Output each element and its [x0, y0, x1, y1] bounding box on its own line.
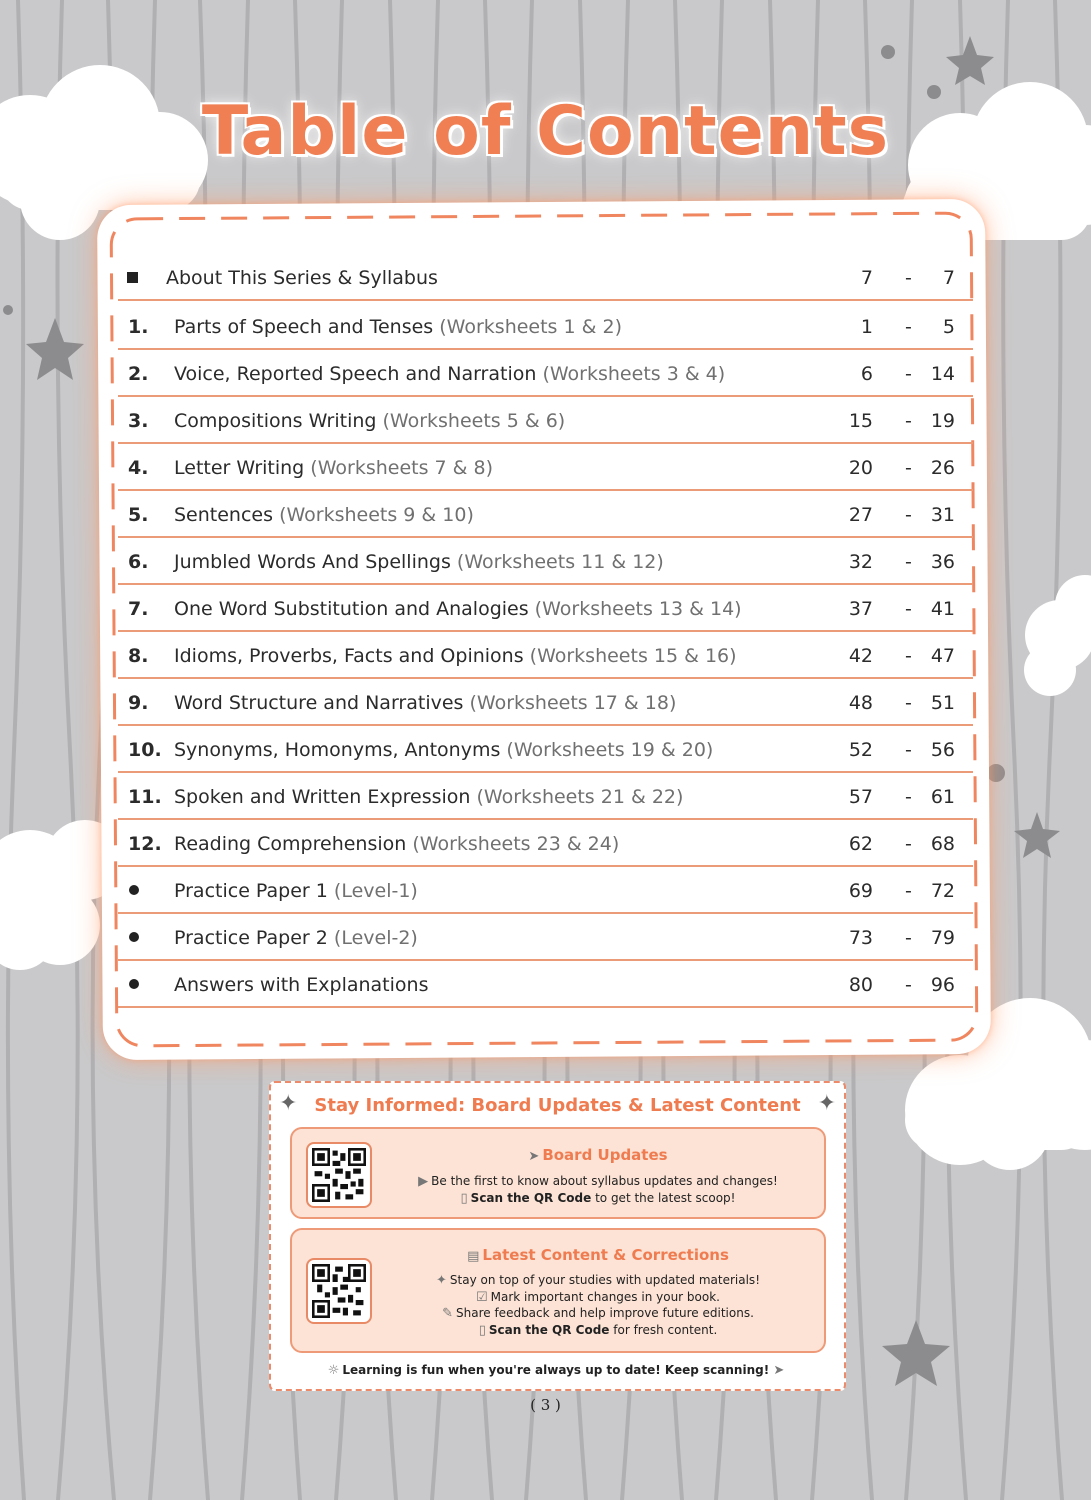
page-end: 26 [930, 457, 955, 479]
page-dash: - [905, 833, 912, 855]
page-end: 19 [930, 410, 955, 432]
rocket-icon: ➤ [528, 1149, 540, 1164]
page-end: 61 [930, 786, 955, 808]
toc-subtitle: (Worksheets 1 & 2) [439, 316, 622, 338]
books-icon: ▤ [467, 1249, 480, 1264]
toc-title: Jumbled Words And Spellings [174, 551, 451, 573]
page-start: 15 [848, 410, 873, 432]
toc-subtitle: (Worksheets 15 & 16) [529, 645, 737, 667]
page-dash: - [905, 786, 912, 808]
toc-row-8[interactable] [118, 632, 973, 679]
page-title: Table of Contents [201, 92, 890, 171]
toc-number: 12. [128, 833, 162, 855]
page-end: 56 [930, 739, 955, 761]
page-start: 42 [848, 645, 873, 667]
toc-subtitle: (Worksheets 23 & 24) [412, 833, 620, 855]
page-dash: - [905, 645, 912, 667]
scan-qr-label: Scan the QR Code [470, 1191, 592, 1205]
page-end: 72 [930, 880, 955, 902]
party-popper-icon: ✦ [817, 1091, 836, 1116]
page-end: 51 [930, 692, 955, 714]
toc-title: Spoken and Written Expression [174, 786, 471, 808]
toc-row-about[interactable] [118, 254, 973, 301]
pencil-icon: ✎ [442, 1306, 454, 1321]
dot-bullet-icon [129, 932, 139, 942]
toc-row-11[interactable] [118, 773, 973, 820]
qr-code-latest-content[interactable] [306, 1258, 372, 1324]
page-start: 69 [848, 880, 873, 902]
toc-row-10[interactable] [118, 726, 973, 773]
page-dash: - [905, 316, 912, 338]
info-title: Stay Informed: Board Updates & Latest Content [314, 1095, 801, 1116]
page-start: 32 [848, 551, 873, 573]
toc-title: Synonyms, Homonyms, Antonyms [174, 739, 501, 761]
page-end: 79 [930, 927, 955, 949]
star-top-right [946, 36, 994, 85]
page-dash: - [905, 927, 912, 949]
lightbulb-icon: ☼ [327, 1363, 340, 1378]
qr-code-board-updates[interactable] [306, 1142, 372, 1208]
toc-number: 5. [128, 504, 149, 526]
toc-number: 11. [128, 786, 162, 808]
page-end: 14 [930, 363, 955, 385]
checkbox-icon: ☑ [475, 1290, 488, 1305]
page-dash: - [905, 504, 912, 526]
tagline: Learning is fun when you're always up to date! Keep scanning! [342, 1363, 770, 1377]
toc-row-9[interactable] [118, 679, 973, 726]
latest-line4: for fresh content. [613, 1323, 718, 1337]
page-dash: - [905, 457, 912, 479]
board-updates-line1: Be the first to know about syllabus updates and changes! [431, 1174, 778, 1188]
page-end: 96 [930, 974, 955, 996]
toc-subtitle: (Worksheets 5 & 6) [382, 410, 566, 432]
dot-bullet-icon [129, 979, 139, 989]
toc-row-practice-2[interactable] [118, 914, 973, 961]
toc-number: 10. [128, 739, 162, 761]
toc-row-3[interactable] [118, 397, 973, 444]
toc-title: Answers with Explanations [174, 974, 429, 996]
page-start: 37 [848, 598, 873, 620]
toc-number: 7. [128, 598, 149, 620]
toc-row-1[interactable] [118, 303, 973, 350]
page-start: 57 [848, 786, 873, 808]
toc-title: About This Series & Syllabus [166, 267, 438, 289]
board-updates-heading: Board Updates [542, 1146, 668, 1164]
latest-line1: Stay on top of your studies with updated materials! [449, 1273, 760, 1287]
page-start: 1 [860, 316, 873, 338]
qr-code-icon [312, 1264, 366, 1318]
latest-content-heading: Latest Content & Corrections [482, 1246, 729, 1264]
toc-number: 8. [128, 645, 149, 667]
toc-title: Idioms, Proverbs, Facts and Opinions [174, 645, 524, 667]
page-start: 52 [848, 739, 873, 761]
toc-row-7[interactable] [118, 585, 973, 632]
page-end: 7 [942, 267, 955, 289]
megaphone-icon: ▶ [418, 1174, 429, 1189]
toc-subtitle: (Worksheets 3 & 4) [542, 363, 726, 385]
sparkles-icon: ✦ [435, 1273, 447, 1288]
page-end: 41 [930, 598, 955, 620]
page-start: 6 [860, 363, 873, 385]
page-dash: - [905, 410, 912, 432]
latest-content-panel [290, 1228, 826, 1353]
stay-informed-box [269, 1081, 846, 1391]
latest-line3: Share feedback and help improve future editions. [456, 1306, 754, 1320]
page-end: 31 [930, 504, 955, 526]
toc-row-6[interactable] [118, 538, 973, 585]
toc-number: 6. [128, 551, 149, 573]
page-start: 73 [848, 927, 873, 949]
star-right [1014, 812, 1060, 858]
page-start: 20 [848, 457, 873, 479]
page-dash: - [905, 363, 912, 385]
party-popper-icon: ✦ [279, 1091, 298, 1116]
page-start: 62 [848, 833, 873, 855]
toc-title: Practice Paper 1 [174, 880, 328, 902]
toc-subtitle: (Level-1) [333, 880, 418, 902]
rocket-icon: ➤ [773, 1363, 785, 1378]
dot-bullet-icon [129, 885, 139, 895]
toc-subtitle: (Worksheets 7 & 8) [310, 457, 494, 479]
toc-subtitle: (Worksheets 11 & 12) [456, 551, 664, 573]
phone-icon: ▯ [460, 1191, 468, 1206]
phone-icon: ▯ [478, 1323, 486, 1338]
star-left [26, 318, 84, 380]
page-dash: - [905, 692, 912, 714]
toc-row-12[interactable] [118, 820, 973, 867]
toc-row-answers[interactable] [118, 961, 973, 1008]
toc-title: Practice Paper 2 [174, 927, 328, 949]
board-updates-line2: to get the latest scoop! [595, 1191, 736, 1205]
toc-subtitle: (Worksheets 19 & 20) [506, 739, 714, 761]
toc-subtitle: (Level-2) [333, 927, 418, 949]
toc-subtitle: (Worksheets 9 & 10) [279, 504, 474, 526]
toc-subtitle: (Worksheets 21 & 22) [476, 786, 684, 808]
page-dash: - [905, 598, 912, 620]
toc-row-4[interactable] [118, 444, 973, 491]
toc-number: 9. [128, 692, 149, 714]
toc-row-5[interactable] [118, 491, 973, 538]
page-start: 48 [848, 692, 873, 714]
page-dash: - [905, 880, 912, 902]
toc-subtitle: (Worksheets 13 & 14) [534, 598, 742, 620]
toc-number: 4. [128, 457, 149, 479]
toc-number: 3. [128, 410, 149, 432]
square-bullet-icon [127, 272, 138, 283]
toc-title: One Word Substitution and Analogies [174, 598, 529, 620]
toc-number: 2. [128, 363, 149, 385]
toc-title: Compositions Writing [174, 410, 377, 432]
toc-row-practice-1[interactable] [118, 867, 973, 914]
page-number: ( 3 ) [530, 1396, 561, 1414]
latest-line2: Mark important changes in your book. [490, 1290, 720, 1304]
cloud-right-mid [1024, 575, 1091, 696]
toc-title: Sentences [174, 504, 274, 526]
page-dash: - [905, 974, 912, 996]
page-start: 80 [848, 974, 873, 996]
toc-title: Voice, Reported Speech and Narration [174, 363, 537, 385]
qr-code-icon [312, 1148, 366, 1202]
toc-title: Reading Comprehension [174, 833, 407, 855]
toc-row-2[interactable] [118, 350, 973, 397]
toc-title: Word Structure and Narratives [174, 692, 464, 714]
page-dash: - [905, 267, 912, 289]
page-end: 5 [942, 316, 955, 338]
page-dash: - [905, 739, 912, 761]
page-start: 27 [848, 504, 873, 526]
toc-number: 1. [128, 316, 149, 338]
scan-qr-label: Scan the QR Code [488, 1323, 610, 1337]
page-end: 68 [930, 833, 955, 855]
toc-title: Parts of Speech and Tenses [174, 316, 434, 338]
page-end: 36 [930, 551, 955, 573]
page-dash: - [905, 551, 912, 573]
page-end: 47 [930, 645, 955, 667]
toc-subtitle: (Worksheets 17 & 18) [469, 692, 677, 714]
page-start: 7 [860, 267, 873, 289]
toc-title: Letter Writing [174, 457, 305, 479]
board-updates-panel [290, 1127, 826, 1219]
